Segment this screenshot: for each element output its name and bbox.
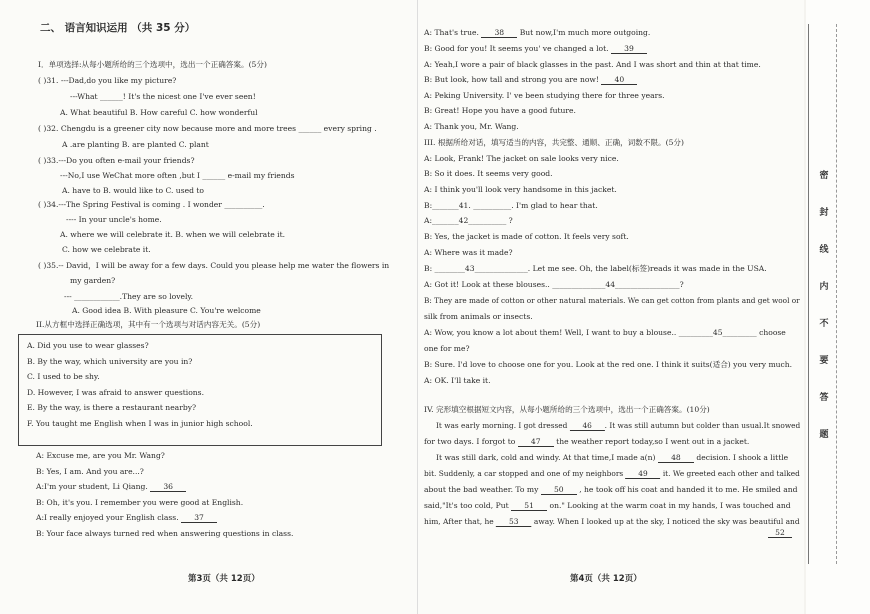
dialogue-text: B: Your face always turned red when answering questions in class. [36, 528, 294, 538]
seal-dash-line [836, 24, 837, 564]
answer-blank: 40 [601, 75, 637, 85]
right-line [424, 60, 761, 69]
dialogue-line [36, 513, 217, 523]
line-text: A: Thank you, Mr. Wang. [424, 122, 519, 131]
line-text: A:_______42__________ ? [424, 216, 513, 225]
line-text: __________. I'm glad to hear that. [473, 201, 598, 210]
dialogue-line [36, 482, 186, 492]
dialogue-line [36, 529, 293, 538]
question-line: A. What beautiful B. How careful C. how wonderful [60, 108, 258, 117]
line-text: silk from animals or insects. [424, 312, 533, 321]
line-text: it. We greeted each other and talked [660, 469, 800, 478]
seal-char: 不 [819, 319, 829, 329]
option-item: B. By the way, which university are you in? [27, 356, 193, 366]
line-text: A: Got it! Look at these blouses.. ______________44_________________? [424, 280, 684, 289]
line-text: A: I think you'll look very handsome in this jacket. [424, 185, 617, 194]
line-text: B: Good for you! It seems you' ve changed a lot. [424, 44, 612, 53]
question-line: --- ____________.They are so lovely. [64, 292, 194, 301]
right-line [424, 201, 598, 210]
line-text: B: Yes, the jacket is made of cotton. It feels very soft. [424, 232, 629, 241]
answer-blank: 53 [496, 517, 531, 527]
dialogue-line [36, 467, 144, 476]
answer-blank: 51 [511, 501, 547, 511]
question-line: I．单项选择:从每小题所给的三个选项中，选出一个正确答案。(5分) [38, 60, 267, 69]
line-text: But now,I'm much more outgoing. [517, 28, 651, 37]
question-line: II.从方框中选择正确选项，其中有一个选项与对话内容无关。(5分) [36, 320, 261, 329]
right-line [424, 106, 576, 115]
answer-blank: 46 [570, 421, 605, 431]
right-line [424, 312, 533, 321]
dialogue-text: B: Yes, I am. And you are...? [36, 466, 144, 476]
line-text: B:_______41. [424, 201, 474, 210]
dialogue-text: A:I'm your student, Li Qiang. [36, 482, 151, 491]
question-line: A. where we will celebrate it. B. when we will celebrate it. [60, 230, 286, 239]
question-line: ---No,I use WeChat more often ,but I ______ e-mail my friends [60, 171, 295, 180]
line-text: the weather report today,so I went out in a jacket. [553, 437, 750, 446]
line-text: A: Yeah,I wore a pair of black glasses in the past. And I was short and thin at that time. [424, 60, 761, 69]
line-text: A: Where was it made? [424, 248, 513, 257]
right-line [424, 517, 800, 527]
right-line [424, 122, 519, 131]
options-box [18, 334, 382, 446]
line-text: said,"It's too cold, Put [424, 501, 512, 510]
right-line [424, 469, 800, 479]
right-line [424, 405, 710, 414]
line-text: B: ________43______________. Let me see. Oh, the label(标签)reads it was made in the USA. [424, 264, 767, 273]
right-line [424, 185, 617, 194]
line-text: B: They are made of cotton or other natural materials. We can get cotton from plants and get wool or [424, 296, 800, 305]
line-text: It was early morning. I got dressed [436, 421, 570, 430]
line-text: It was still dark, cold and windy. At that time,I made a(n) [436, 453, 658, 462]
right-line [424, 485, 797, 495]
right-line [424, 264, 767, 273]
seal-char: 封 [819, 208, 829, 218]
seal-char: 要 [819, 356, 829, 366]
line-text: B: Sure. I'd love to choose one for you. Look at the red one. I think it suits(适合) you very much. [424, 360, 793, 369]
dialogue-text: A:I really enjoyed your English class. [36, 513, 182, 522]
dialogue-line [36, 498, 243, 507]
line-text: on." Looking at the warm coat in my hands, I was touched and [547, 501, 791, 510]
answer-blank: 50 [541, 485, 577, 495]
answer-blank: 39 [611, 44, 647, 54]
line-text: . It was still autumn but colder than usual.It snowed [604, 421, 801, 430]
dialogue-text: A: Excuse me, are you Mr. Wang? [36, 451, 165, 460]
seal-strip [806, 0, 870, 614]
answer-blank: 48 [658, 453, 694, 463]
line-text: A: Peking University. I' ve been studying there for three years. [424, 91, 665, 100]
line-text: III. 根据所给对话，填写适当的内容，共完整、通顺、正确，词数不限。(5分) [424, 138, 684, 147]
option-item: A. Did you use to wear glasses? [27, 341, 149, 350]
right-line [424, 328, 786, 337]
line-text: one for me? [424, 344, 470, 353]
right-line [424, 360, 792, 369]
right-line [424, 344, 470, 353]
dialogue-line [36, 451, 165, 460]
line-text: for two days. I forgot to [424, 437, 518, 446]
line-text: A: Wow, you know a lot about them! Well, I want to buy a blouse.. _________45_________ choose [424, 328, 786, 337]
right-line [424, 154, 619, 163]
question-line: my garden? [70, 276, 116, 285]
question-line: ---- In your uncle's home. [66, 215, 162, 224]
option-item: C. I used to be shy. [27, 372, 100, 381]
answer-blank: 37 [181, 513, 217, 523]
answer-blank: 38 [481, 28, 517, 38]
seal-char: 线 [819, 245, 829, 255]
right-line [424, 44, 647, 54]
right-line [424, 232, 629, 241]
question-line: A .are planting B. are planted C. plant [62, 140, 209, 149]
answer-blank: 49 [625, 469, 660, 479]
section-title: 二、 语言知识运用 （共 35 分） [40, 22, 196, 34]
line-text: B: But look, how tall and strong you are now! [424, 75, 602, 84]
question-line: A. have to B. would like to C. used to [62, 186, 204, 195]
question-line: ( )31. ---Dad,do you like my picture? [38, 76, 177, 85]
right-line [436, 453, 788, 463]
option-item: D. However, I was afraid to answer questions. [27, 387, 204, 397]
answer-blank: 47 [518, 437, 554, 447]
question-line: ( )34.---The Spring Festival is coming . I wonder __________. [38, 200, 265, 209]
line-text: A: OK. I'll take it. [424, 376, 491, 385]
page-divider [417, 0, 418, 614]
option-item: F. You taught me English when I was in junior high school. [27, 418, 253, 428]
line-text: A: That's true. [424, 28, 482, 37]
line-text: A: Look, Frank! The jacket on sale looks very nice. [424, 154, 619, 163]
right-line [424, 296, 800, 305]
question-line: ( )33.---Do you often e-mail your friends? [38, 156, 195, 165]
line-text: , he took off his coat and handed it to me. He smiled and [576, 485, 798, 494]
answer-blank: 36 [150, 482, 186, 492]
right-line [424, 216, 513, 225]
right-line [436, 421, 800, 431]
seal-char: 答 [819, 393, 829, 403]
line-text: B: Great! Hope you have a good future. [424, 106, 576, 115]
page-footer-left: 第3页（共 12页） [188, 574, 260, 584]
right-line [424, 501, 791, 511]
seal-char: 内 [819, 282, 829, 292]
right-line [424, 248, 513, 257]
seal-char: 密 [819, 171, 829, 181]
seal-line [808, 24, 809, 564]
line-text: decision. I shook a little [693, 453, 789, 462]
line-text: him, After that, he [424, 517, 497, 526]
page-footer-right: 第4页（共 12页） [570, 574, 642, 584]
right-line [424, 138, 684, 147]
right-line [424, 169, 553, 178]
line-text: bit. Suddenly, a car stopped and one of my neighbors [424, 469, 626, 478]
question-line: ( )35.-- David，I will be away for a few days. Could you please help me water the flowers in [38, 261, 390, 270]
right-line [424, 376, 491, 385]
question-line: A. Good idea B. With pleasure C. You're welcome [72, 306, 261, 315]
right-line [424, 280, 684, 289]
dialogue-text: B: Oh, it's you. I remember you were good at English. [36, 497, 244, 507]
right-line [424, 28, 650, 38]
question-line: ( )32. Chengdu is a greener city now because more and more trees ______ every spring . [38, 124, 377, 133]
right-line [424, 91, 665, 100]
line-text: away. When I looked up at the sky, I noticed the sky was beautiful and [531, 517, 800, 526]
question-line: C. how we celebrate it. [62, 245, 151, 254]
blank-52: 52 [768, 528, 792, 538]
question-line: ---What ______! It's the nicest one I've ever seen! [70, 92, 256, 101]
right-line [424, 437, 749, 447]
seal-char: 题 [819, 430, 829, 440]
line-text: IV. 完形填空根据短文内容，从每小题所给的三个选项中，选出一个正确答案。(10分) [424, 405, 710, 414]
line-text: B: So it does. It seems very good. [424, 169, 553, 178]
right-line [424, 75, 637, 85]
option-item: E. By the way, is there a restaurant nearby? [27, 403, 197, 412]
line-text: about the bad weather. To my [424, 485, 541, 494]
